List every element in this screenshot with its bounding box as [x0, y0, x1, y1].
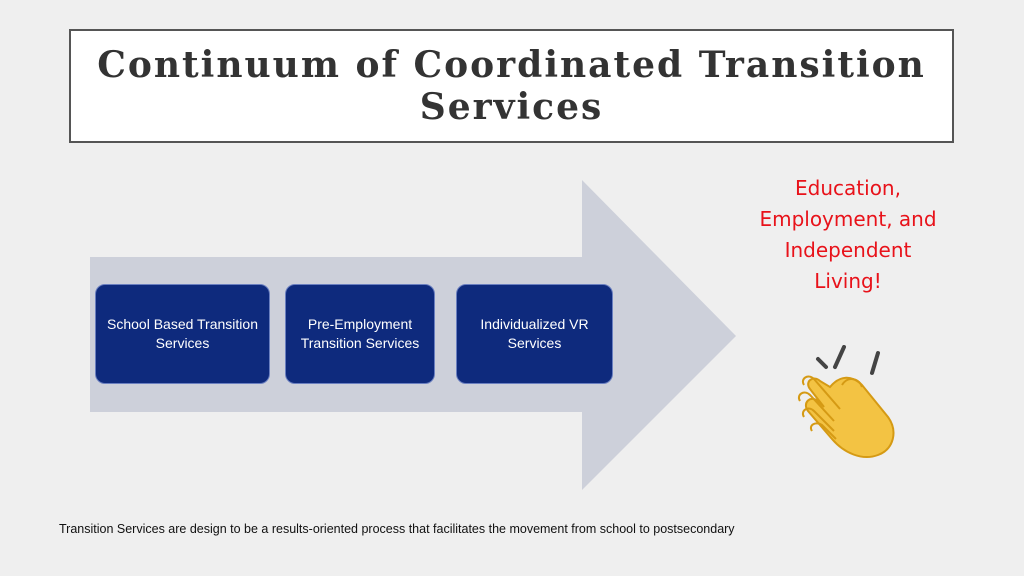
title-box: [69, 29, 954, 143]
step-label: Individualized VR Services: [480, 316, 589, 351]
step-school-based: [95, 284, 270, 384]
step-label: Pre-Employment Transition Services: [300, 316, 420, 351]
step-label: School Based Transition Services: [107, 316, 258, 351]
clapping-hands-icon: [790, 345, 910, 465]
outcome-text: Education, Employment, and Independent Living!: [759, 176, 937, 293]
step-pre-employment: [285, 284, 435, 384]
step-individualized-vr: [456, 284, 613, 384]
page-title: Continuum of Coordinated Transition Services: [97, 44, 926, 128]
footnote: Transition Services are design to be a results-oriented process that facilitates the movement from school to postsecondary: [59, 522, 735, 536]
